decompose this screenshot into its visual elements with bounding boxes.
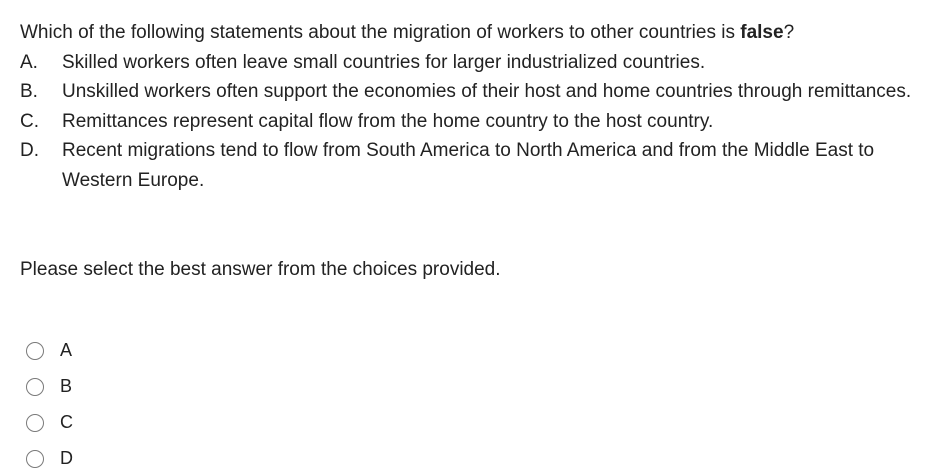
statement-b: [20, 77, 920, 107]
instruction-text: Please select the best answer from the choices provided.: [20, 259, 501, 280]
question-stem-emphasis: false: [740, 22, 784, 43]
radio-button-d[interactable]: [26, 450, 44, 468]
question-stem-end: ?: [783, 22, 795, 43]
statement-text: Recent migrations tend to flow from South America to North America and from the Middle East to Western Europe.: [62, 140, 875, 191]
radio-button-c[interactable]: [26, 414, 44, 432]
statement-letter: B.: [20, 81, 38, 102]
choice-c[interactable]: [26, 405, 73, 441]
choice-a[interactable]: [26, 333, 73, 369]
question-block: [20, 18, 920, 195]
choice-d[interactable]: [26, 441, 73, 475]
question-stem: [20, 18, 920, 48]
choice-label-a[interactable]: A: [60, 340, 73, 361]
answer-choices: [26, 333, 73, 475]
choice-label-d[interactable]: D: [60, 448, 73, 469]
statement-letter: D.: [20, 140, 39, 161]
statement-c: [20, 107, 920, 137]
question-stem-text: Which of the following statements about the migration of workers to other countries is: [20, 22, 741, 43]
choice-label-c[interactable]: C: [60, 412, 73, 433]
statement-d: [20, 136, 920, 195]
radio-button-a[interactable]: [26, 342, 44, 360]
statement-letter: A.: [20, 51, 38, 73]
statement-text: Skilled workers often leave small countries for larger industrialized countries.: [62, 51, 706, 73]
statement-text: Remittances represent capital flow from the home country to the host country.: [62, 110, 714, 132]
radio-button-b[interactable]: [26, 378, 44, 396]
choice-b[interactable]: [26, 369, 73, 405]
statement-text: Unskilled workers often support the economies of their host and home countries through remittances.: [62, 81, 912, 102]
statement-letter: C.: [20, 110, 39, 132]
choice-label-b[interactable]: B: [60, 376, 73, 397]
statement-a: [20, 48, 920, 78]
